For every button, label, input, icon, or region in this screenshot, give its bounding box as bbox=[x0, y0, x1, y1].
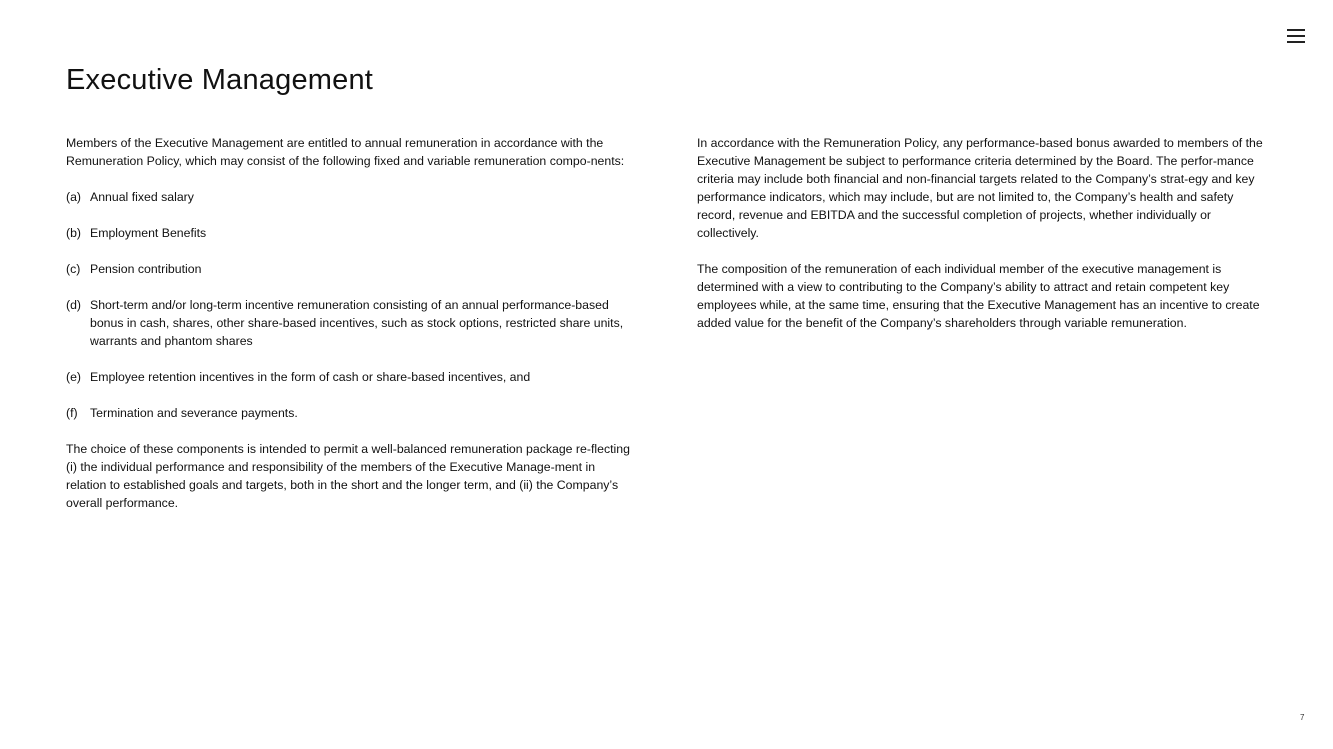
list-marker: (b) bbox=[66, 226, 82, 240]
list-marker: (f) bbox=[66, 406, 78, 420]
list-item bbox=[66, 224, 636, 242]
intro-paragraph: Members of the Executive Management are entitled to annual remuneration in accordance with the Remuneration Policy, which may consist of the following fixed and variable remuneration compo-nents: bbox=[66, 136, 625, 168]
list-marker: (e) bbox=[66, 370, 82, 384]
list-item-text: Employee retention incentives in the form of cash or share-based incentives, and bbox=[90, 370, 531, 384]
hamburger-menu-icon[interactable] bbox=[1285, 27, 1307, 45]
right-column bbox=[697, 134, 1272, 350]
list-item-text: Employment Benefits bbox=[90, 226, 207, 240]
closing-paragraph: The choice of these components is intended to permit a well-balanced remuneration package re-flecting (i) the individual performance and responsibility of the members of the Executive Manage-ment in relation to established goals and targets, both in the short and the longer term, and (ii) the Company’s overall performance. bbox=[66, 442, 630, 510]
menu-icon-bar bbox=[1287, 35, 1305, 37]
list-marker: (a) bbox=[66, 190, 82, 204]
list-marker: (d) bbox=[66, 298, 82, 312]
list-item bbox=[66, 188, 636, 206]
remuneration-components-list bbox=[66, 188, 636, 422]
performance-criteria-paragraph: In accordance with the Remuneration Policy, any performance-based bonus awarded to members of the Executive Management be subject to performance criteria determined by the Board. The perfor-mance criteria may include both financial and non-financial targets related to the Company’s strat-egy and key performance indicators, which may include, but are not limited to, the Company’s health and safety record, revenue and EBITDA and the successful completion of projects, whether individually or collectively. bbox=[697, 136, 1263, 240]
list-marker: (c) bbox=[66, 262, 81, 276]
list-item-text: Short-term and/or long-term incentive remuneration consisting of an annual performance-based bonus in cash, shares, other share-based incentives, such as stock options, restricted share units, warrants and phantom shares bbox=[90, 298, 624, 348]
page-title: Executive Management bbox=[66, 64, 374, 96]
list-item-text: Pension contribution bbox=[90, 262, 202, 276]
list-item bbox=[66, 404, 636, 422]
page-number: 7 bbox=[1300, 713, 1305, 722]
menu-icon-bar bbox=[1287, 41, 1305, 43]
menu-icon-bar bbox=[1287, 29, 1305, 31]
list-item bbox=[66, 368, 636, 386]
list-item-text: Annual fixed salary bbox=[90, 190, 194, 204]
list-item-text: Termination and severance payments. bbox=[90, 406, 298, 420]
list-item bbox=[66, 296, 636, 350]
composition-paragraph: The composition of the remuneration of each individual member of the executive management is determined with a view to contributing to the Company’s ability to attract and retain competent key employees while, at the same time, ensuring that the Executive Management has an incentive to create added value for the benefit of the Company’s shareholders through variable remuneration. bbox=[697, 262, 1260, 330]
left-column bbox=[66, 134, 636, 530]
list-item bbox=[66, 260, 636, 278]
